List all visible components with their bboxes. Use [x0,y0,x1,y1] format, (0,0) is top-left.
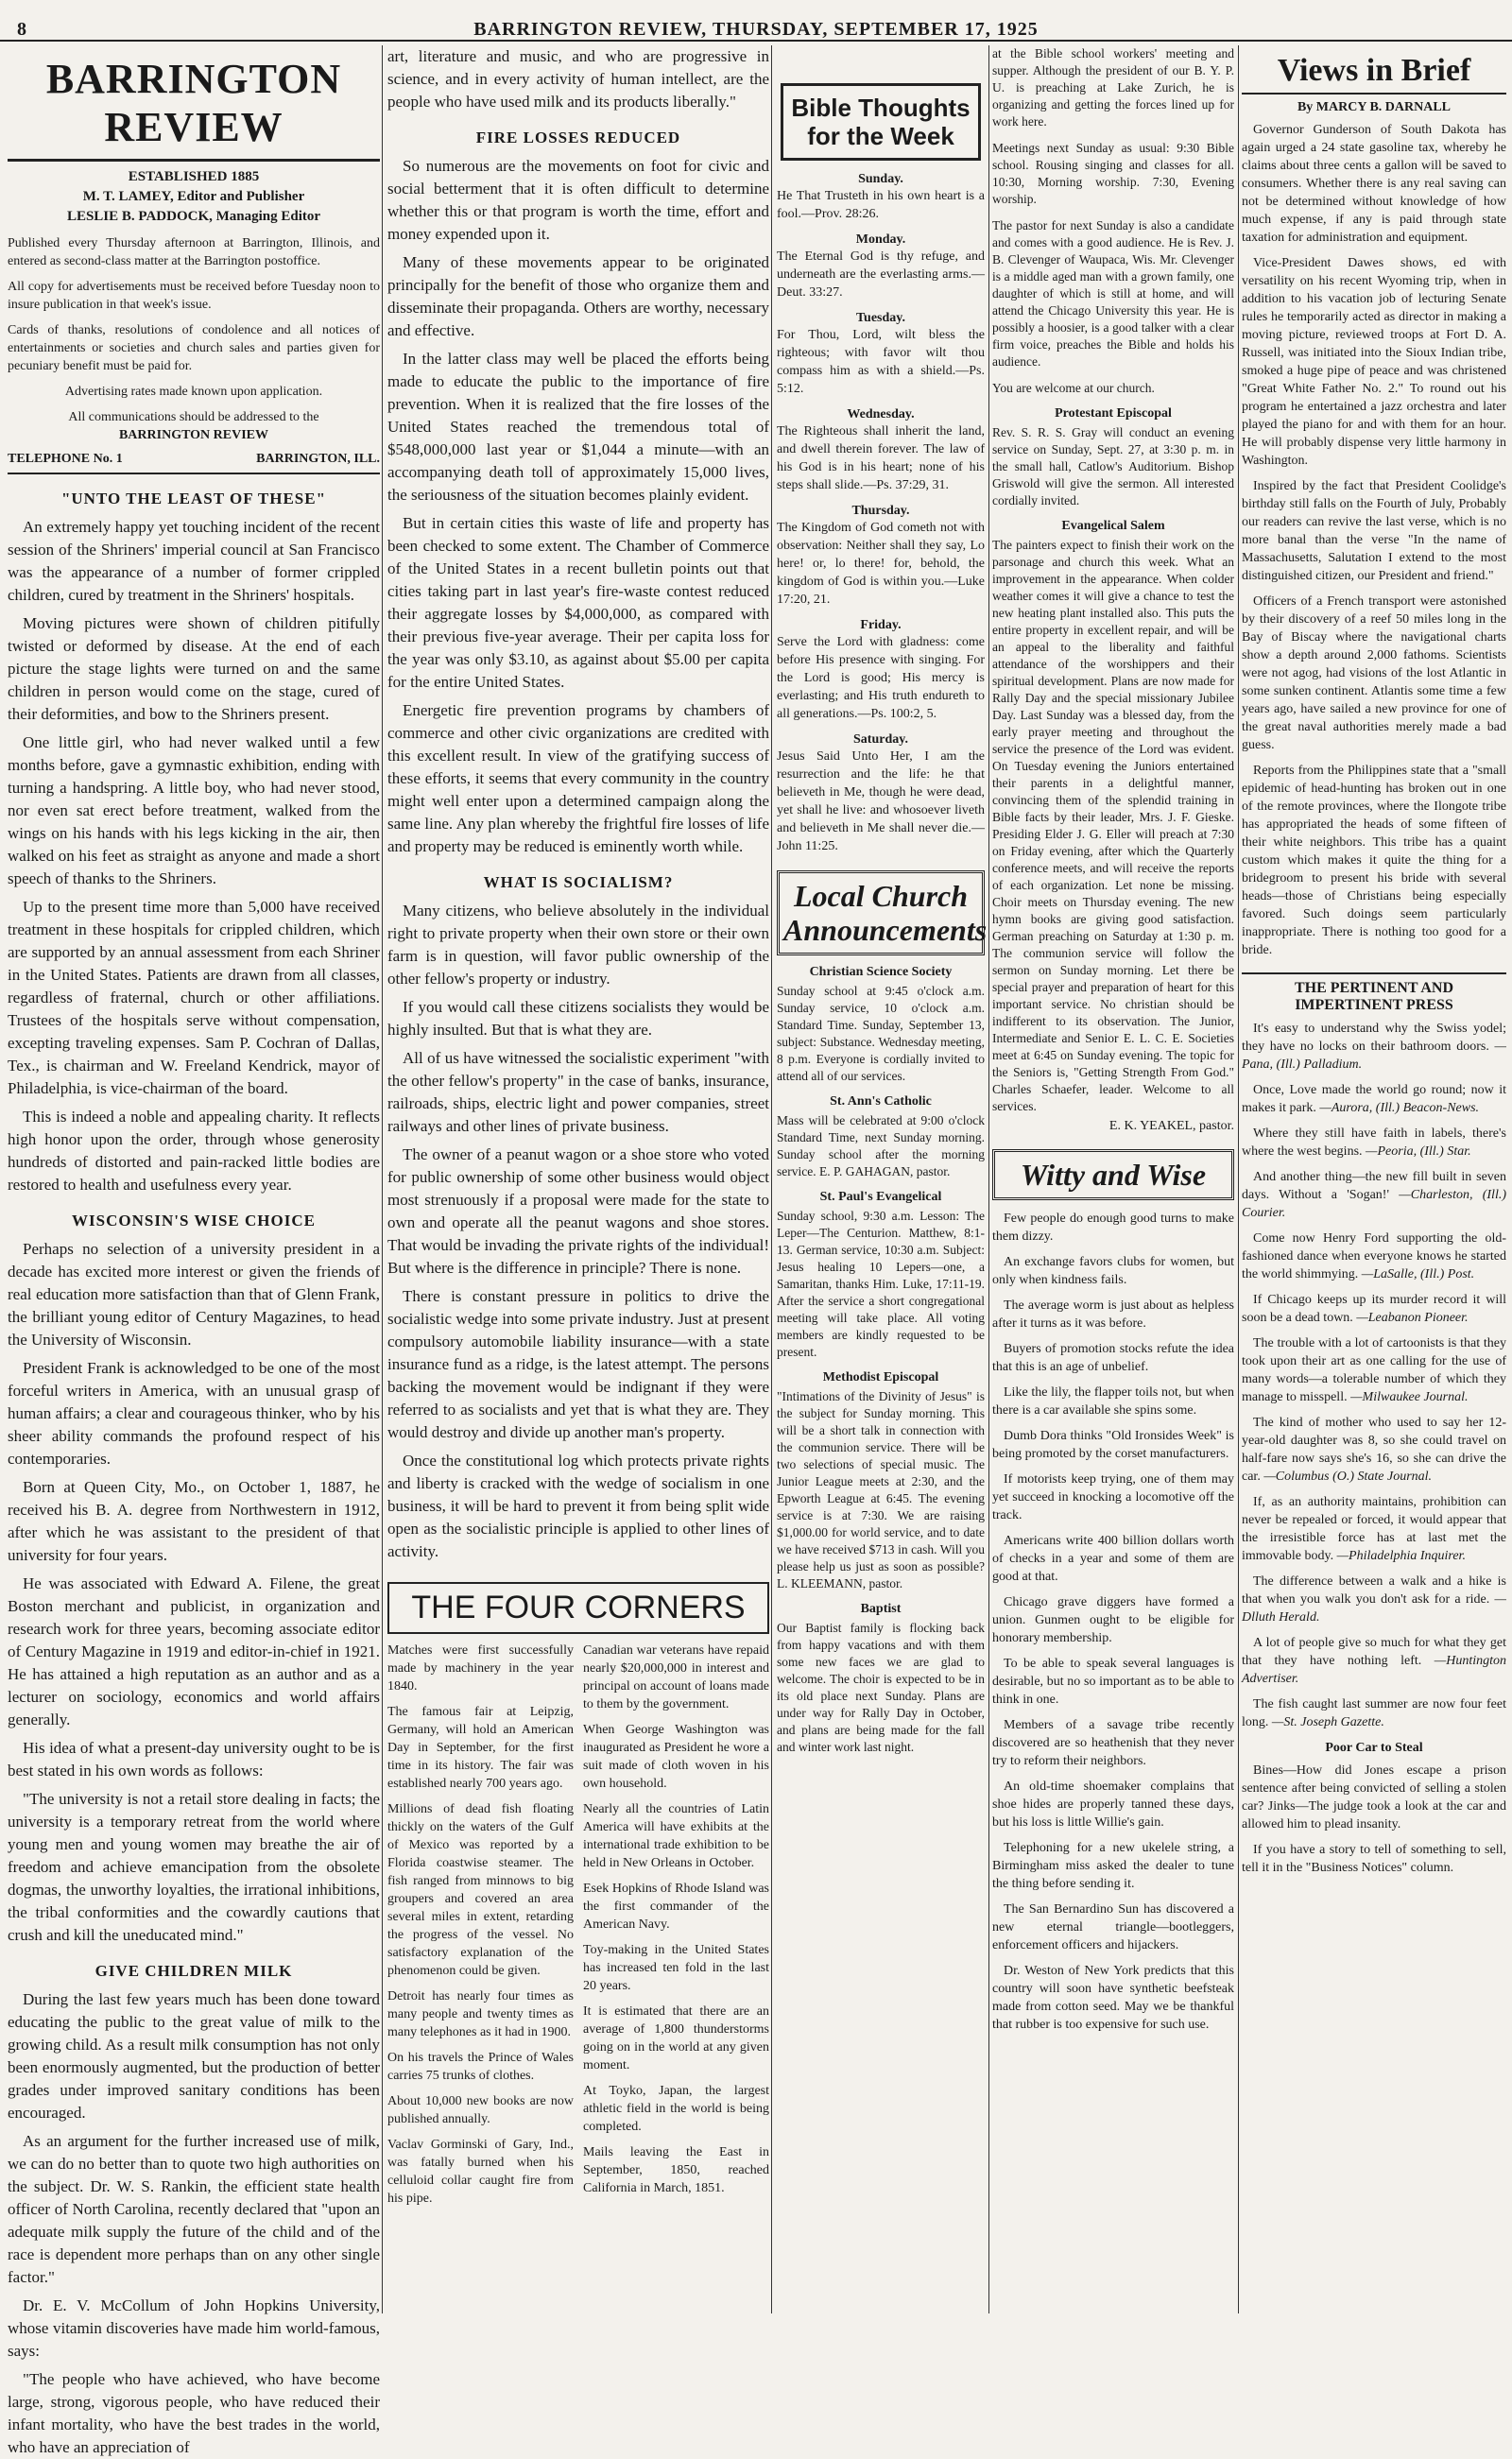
comment-text: If, as an authority maintains, prohibition can never be repealed or forced, it would appear that the irresistible force has at last met the immovable body. [1242,1495,1506,1563]
press-comment [1242,1125,1506,1161]
thought-verse: The Kingdom of God cometh not with observation: Neither shall they say, Lo here! or, lo there! for, behold, the kingdom of God is within you.—Luke 17:20, 21. [777,521,985,607]
church-text: You are welcome at our church. [992,381,1155,395]
brief-item: Inspired by the fact that President Coolidge's birthday still falls on the Fourth of July, Probably our readers can revive the last verse, which is no more banal than the verse "In the name of Massachusetts, Salutation I extend to the most distinguished citizen, our President and friend." [1242,479,1506,583]
witty-item: Telephoning for a new ukelele string, a Birmingham miss asked the dealer to tune the thing before sending it. [992,1841,1234,1891]
church-notice [992,380,1234,397]
fact-item: It is estimated that there are an average of 1,800 thunderstorms going on in the world at any given moment. [583,2004,769,2072]
bible-thought [777,504,985,609]
church-text: Sunday school, 9:30 a.m. Lesson: The Leper—The Centurion. Matthew, 8:1-13. German service, 10:30 a.m. Subject: Jesus healing 10 Lepers—one, a Samaritan, thanks Him. Luke, 17:11-19. After the service a short congregational meeting will take place. All voting members are kindly requested to be present. [777,1209,985,1359]
church-text: Mass will be celebrated at 9:00 o'clock Standard Time, next Sunday morning. Sunday school after the morning service. E. P. GAHAGAN, pastor. [777,1113,985,1178]
article-paragraph: He was associated with Edward A. Filene, the great Boston merchant and publicist, in organization and research work for three years, becoming associate editor of Century Magazine in 1919 and editor-in-chief in 1921. He has attained a high reputation as an author and as a lecturer on sociology, economics and world affairs generally. [8,1574,380,1728]
page-header [0,13,1512,42]
cards-notice: Cards of thanks, resolutions of condolence and all notices of entertainments or societies and church sales and parties given for pecuniary benefit must be paid for. [8,323,380,373]
church-notice [777,965,985,1085]
witty-item: Americans write 400 billion dollars worth of checks in a year and some of them are good at that. [992,1534,1234,1584]
church-notice [992,217,1234,370]
comment-source: —Huntington Advertiser. [1242,1654,1506,1686]
press-comment [1242,1334,1506,1406]
press-comment [1242,1493,1506,1565]
article-heading: FIRE LOSSES REDUCED [475,129,681,146]
column-rule [771,45,772,2313]
column-rule [1238,45,1239,2313]
comment-source: —Leabanon Pioneer. [1356,1311,1469,1325]
article-heading: "UNTO THE LEAST OF THESE" [60,490,327,507]
fact-item: Canadian war veterans have repaid nearly $20,000,000 in interest and principal on account of loans made to them by the government. [583,1643,769,1711]
telephone-line [8,452,380,474]
column-3 [777,45,988,2313]
thought-day: Saturday. [853,732,908,747]
church-name: St. Ann's Catholic [830,1094,932,1109]
press-comment [1242,1168,1506,1222]
article-paragraph: The owner of a peanut wagon or a shoe store who voted for public ownership of some other business would object most strenuously if a proposal were made for the state to own and operate all the peanut wagons and shoe stores. That would be invading the private rights of the individual! But where is the difference in principle? There is none. [387,1145,769,1277]
column-rule [988,45,989,2313]
witty-item: To be able to speak several languages is desirable, but no so important as to be able to think in one. [992,1657,1234,1707]
church-name: Evangelical Salem [1061,519,1165,533]
witty-item: Dumb Dora thinks "Old Ironsides Week" is being promoted by the corset manufacturers. [992,1429,1234,1461]
fact-item: The famous fair at Leipzig, Germany, will hold an American Day in September, for the first time in its history. The fair was established nearly 700 years ago. [387,1705,574,1791]
thought-day: Tuesday. [855,311,905,325]
article-paragraph: "The university is not a retail store dealing in facts; the university is a temporary retreat from the world where young men and young women may breathe the air of freedom and achieve emancipation from the obsolete dogmas, the unworthy loyalties, the irrational inhibitions, the tribal conformities and the cowardly cautions that crush and kill the uneducated mind." [8,1790,380,1944]
press-comment [1242,1414,1506,1486]
fact-item: At Toyko, Japan, the largest athletic field in the world is being completed. [583,2084,769,2134]
thought-verse: He That Trusteth in his own heart is a fool.—Prov. 28:26. [777,189,985,221]
press-comment [1242,1020,1506,1074]
church-text: The pastor for next Sunday is also a candidate and comes with a good audience. He is Rev. J. B. Clevenger of Waupaca, Wis. Mr. Clevenger is a middle aged man with a grown family, one daughter of which is still at home, and will attend the Chicago University this year. He is possibly a hoosier, is a good talker with a clear firm voice, preaches the Bible and holds his audience. [992,218,1234,369]
thought-day: Sunday. [858,172,903,186]
church-notice [992,45,1234,130]
bible-thoughts-title: Bible Thoughts for the Week [781,83,981,161]
article-paragraph: If you would call these citizens socialists they would be highly insulted. But that is what they are. [387,998,769,1039]
brief-item: Officers of a French transport were astonished by their discovery of a reef 50 miles long in the Bay of Biscay where the navigational charts show a depth around 2,000 fathoms. Scientists were not agog, had visions of the lost Atlantic in some sunken continent. Atlantis some time a few years ago, have sailed a new province for one of the great naval authorities merely made a bad guess. [1242,594,1506,752]
four-corners-grid [387,1642,769,2215]
church-text: The painters expect to finish their work on the parsonage and church this week. What an improvement in the appearance. When colder weather comes it will give a chance to test the new heating plant installed also. This puts the entire property in excellent repair, and will be an appeal to the liberality and faithful attendance of the worshippers and their spiritual development. Plans are now made for Rally Day and the special missionary Jubilee Day. Last Sunday was a blessed day, from the early prayer meeting and throughout the service the presence of the Lord was evident. On Tuesday evening the Juniors entertained their parents in a delightful manner, convincing them of the splendid training in Bible facts by their leader, Mrs. J. F. Gieske. Presiding Elder J. G. Eller will preach at 7:30 on Friday evening, after which the Quarterly conference meets, and will receive the reports of each organization. Let none be missing. Choir meets on Thursday evening. The new hymn books are giving good satisfaction. German preaching on Saturday at 1:30 p. m. The communion service will follow the sermon on Sunday morning. Let there be special prayer and preparation of heart for this important service. No christian should be indifferent to its observation. The Junior, Intermediate and Senior E. L. C. E. Societies meet at 6:45 on Sunday evening. The topic for the Seniors is, "Getting Strength From God." Charles Schaefer, leader. Welcome to all services. [992,538,1234,1113]
article-paragraph: Up to the present time more than 5,000 have received treatment in these hospitals for crippled children, which are supported by an annual assessment from each Shriner in the United States. Patients are drawn from all classes, regardless of fraternal, church or other affiliations. Trustees of the hospitals serve without compensation, excepting traveling expenses. Sam P. Cochran of Dallas, Tex., is chairman and W. Freeland Kendrick, mayor of Philadelphia, is vice-chairman of the board. [8,898,380,1097]
article-paragraph: As an argument for the further increased use of milk, we can do no better than to quote two high authorities on the subject. Dr. W. S. Rankin, the efficient state health officer of North Carolina, recently declared that "upon an adequate milk supply the future of the child and of the race is dependent more perhaps than on any other single factor." [8,2132,380,2286]
press-comment [1242,1634,1506,1688]
church-notice [777,1190,985,1361]
article-paragraph: But in certain cities this waste of life and property has been checked to some extent. The Chamber of Commerce of the United States in a recent bulletin points out that cities taking part in last year's fire-waste contest reduced their aggregate losses by $4,000,000, as compared with their previous five-year average. Their per capita loss for the year was only $3.10, as against about $5.00 per capita for the entire United States. [387,514,769,691]
running-head: BARRINGTON REVIEW, THURSDAY, SEPTEMBER 17, 1925 [473,19,1039,40]
church-notice [777,1094,985,1180]
witty-item: An old-time shoemaker complains that shoe hides are properly tanned these days, but his loss is little Willie's gain. [992,1780,1234,1830]
comment-text: The kind of mother who used to say her 12-year-old daughter was 8, so she could travel on half-fare now says she's 16, so she can drive the car. [1242,1416,1506,1484]
bible-thought [777,172,985,223]
comment-text: Once, Love made the world go round; now it makes it park. [1242,1083,1506,1115]
comment-text: Where they still have faith in labels, there's where the west begins. [1242,1126,1506,1159]
witty-item: If motorists keep trying, one of them may yet succeed in knocking a locomotive off the track. [992,1472,1234,1522]
page-number: 8 [17,19,26,40]
comment-text: If Chicago keeps up its murder record it will soon be a dead town. [1242,1293,1506,1325]
comment-text: The difference between a walk and a hike is that when you walk you don't ask for a ride. [1242,1574,1506,1607]
witty-item: The average worm is just about as helpless after it turns as it was before. [992,1298,1234,1331]
church-text: at the Bible school workers' meeting and supper. Although the president of our B. Y. P. U. is preaching at Lake Zurich, he is organizing and getting the forces lined up for work here. [992,46,1234,129]
article-paragraph: Moving pictures were shown of children pitifully twisted or deformed by disease. At the end of each picture the stage lights were turned on and the same children in person would come on the stage, cured of their deformities, and bow to the Shriners present. [8,614,380,723]
press-comment [1242,1695,1506,1731]
bible-thought [777,311,985,398]
fact-item: Matches were first successfully made by machinery in the year 1840. [387,1643,574,1694]
article-paragraph: All of us have witnessed the socialistic experiment "with the other fellow's property" in the case of banks, insurance, railroads, ships, electric light and power companies, street railways and other lines of private business. [387,1049,769,1135]
comment-source: —Pana, (Ill.) Palladium. [1242,1040,1506,1072]
poor-car-text: Bines—How did Jones escape a prison sentence after being convicted of selling a stolen car? Jinks—The judge took a look at the car and allowed him to plead insanity. [1242,1763,1506,1831]
press-comment [1242,1230,1506,1283]
bible-thought [777,407,985,494]
business-notice: If you have a story to tell of something to sell, tell it in the "Business Notices" column. [1242,1843,1506,1875]
witty-item: Members of a savage tribe recently discovered are so heathenish that they never try to reform their neighbors. [992,1718,1234,1768]
article-paragraph: In the latter class may well be placed the efforts being made to educate the public to the importance of fire prevention. When it is realized that the fire losses of the United States reached the tremendous total of $548,000,000 last year or $1,044 a minute—with an accompanying death toll of approximately 15,000 lives, the seriousness of the situation becomes plainly evident. [387,350,769,504]
column-2 [387,45,769,2313]
fact-item: Esek Hopkins of Rhode Island was the first commander of the American Navy. [583,1882,769,1932]
local-church-title: Local Church Announcements [777,870,985,955]
fact-item: Detroit has nearly four times as many people and twenty times as many telephones as it had in 1900. [387,1989,574,2039]
managing-editor-line: LESLIE B. PADDOCK, Managing Editor [66,209,321,224]
pertinent-press-title: THE PERTINENT AND IMPERTINENT PRESS [1242,972,1506,1014]
thought-verse: The Eternal God is thy refuge, and underneath are the everlasting arms.—Deut. 33:27. [777,249,985,300]
views-in-brief-title: Views in Brief [1242,45,1506,95]
article-heading: GIVE CHILDREN MILK [94,1962,293,1980]
article-paragraph: Energetic fire prevention programs by chambers of commerce and other civic organizations are credited with this excellent result. In view of the gratifying success of these efforts, it seems that every community in the country might well enter upon a determined campaign along the same line. Any plan whereby the frightful fire losses of life and property may be reduced is eminently worth while. [387,701,769,855]
thought-day: Monday. [855,232,906,247]
church-notice [777,1370,985,1592]
church-text: Meetings next Sunday as usual: 9:30 Bible school. Rousing singing and classes for all. 10:30, Morning worship. 7:30, Evening worship. [992,141,1234,206]
church-name: Baptist [860,1602,902,1616]
thought-day: Friday. [860,618,902,632]
fact-item: Vaclav Gorminski of Gary, Ind., was fatally burned when his celluloid collar caught fire from his pipe. [387,2138,574,2206]
comment-source: —Aurora, (Ill.) Beacon-News. [1319,1101,1480,1115]
four-corners-left [387,1642,574,2215]
article-paragraph: An extremely happy yet touching incident of the recent session of the Shriners' imperial council at San Francisco was the appearance of a number of former crippled children, cured by treatment in the Shriners' hospitals. [8,518,380,604]
fact-item: On his travels the Prince of Wales carries 75 trunks of clothes. [387,2051,574,2083]
comment-text: It's easy to understand why the Swiss yodel; they have no locks on their bathroom doors. [1242,1022,1506,1054]
comment-source: —LaSalle, (Ill.) Post. [1361,1267,1475,1281]
press-comment [1242,1081,1506,1117]
church-notice [992,406,1234,509]
thought-verse: Jesus Said Unto Her, I am the resurrection and the life: he that believeth in Me, though he were dead, yet shall he live: and whosoever liveth and believeth in Me shall never die.—John 11:25. [777,749,985,853]
comment-source: —Charleston, (Ill.) Courier. [1242,1188,1507,1220]
brief-item: Reports from the Philippines state that a "small epidemic of head-hunting has broken out in one of the remote provinces, where the Ilongote tribe has appropriated the heads of some fifteen of their white neighbors. This tribe has a quaint custom which makes it quite the thing for a bridegroom to present his bride with several heads—those of Christians being especially favored. Such doings seem particularly inappropriate. There is nothing too good for a bride. [1242,764,1506,957]
comment-text: And another thing—the new fill built in seven days. Without a 'Sogan!' [1242,1170,1506,1202]
witty-item: Dr. Weston of New York predicts that this country will soon have synthetic beefsteak made from cotton seed. May we be thankful that rubber is too expensive for such use. [992,1964,1234,2032]
comment-text: Come now Henry Ford supporting the old-fashioned dance when everyone knows he started the world shimmying. [1242,1231,1506,1281]
fact-item: Millions of dead fish floating thickly on the waters of the Gulf of Mexico was reported by a Florida coastwise steamer. The fish ranged from minnows to big groupers and covered an area several miles in extent, retarding the progress of the vessel. No satisfactory explanation of the phenomenon could be given. [387,1802,574,1978]
article-paragraph: During the last few years much has been done toward educating the public to the great value of milk to the growing child. As a result milk consumption has not only been enormously augmented, but the production of better grades under improved sanitary conditions has been encouraged. [8,1990,380,2122]
thought-day: Thursday. [851,504,910,518]
church-name: Methodist Episcopal [822,1370,939,1384]
article-paragraph: Dr. E. V. McCollum of John Hopkins University, whose vitamin discoveries have made him world-famous, says: [8,2296,380,2360]
comment-source: —St. Joseph Gazette. [1271,1715,1384,1729]
column-rule [382,45,383,2313]
comment-source: —Milwaukee Journal. [1350,1390,1469,1404]
witty-item: The San Bernardino Sun has discovered a new eternal triangle—bootleggers, enforcement officers and hijackers. [992,1902,1234,1952]
comment-text: The fish caught last summer are now four feet long. [1242,1697,1506,1729]
four-corners-title: THE FOUR CORNERS [387,1582,769,1634]
column-1 [8,45,380,2456]
article-heading: WHAT IS SOCIALISM? [483,873,674,891]
comment-source: —Columbus (O.) State Journal. [1263,1470,1433,1484]
comment-source: —Dlluth Herald. [1242,1592,1506,1625]
article-paragraph: President Frank is acknowledged to be one of the most forceful writers in America, with an unusual grasp of human affairs; a clear and courageous thinker, who by his sheer ability commands the profound respect of his contemporaries. [8,1359,380,1468]
bible-thought [777,732,985,855]
article-paragraph: Once the constitutional log which protects private rights and liberty is cracked with the wedge of socialism in one business, it will be hard to prevent it from being split wide open as the socialistic principle is applied to other lines of activity. [387,1452,769,1560]
article-heading: WISCONSIN'S WISE CHOICE [72,1212,316,1230]
church-text: Our Baptist family is flocking back from happy vacations and with them some new faces we are glad to welcome. The choir is expected to be in its old place next Sunday. Plans are under way for Rally Day in October, and plans are being made for the fall and winter work last night. [777,1621,985,1754]
masthead-meta [8,167,380,227]
thought-day: Wednesday. [847,407,915,421]
article-paragraph: There is constant pressure in politics to drive the socialistic wedge into some private industry. Just at present compulsory automobile liability insurance—with a state insurance fund as a ridge, is the latest attempt. The persons backing the movement would be indignant if they were referred to as socialists and yet that is what they are. They would destroy and divide up another man's property. [387,1287,769,1441]
column-5 [1242,45,1506,2313]
witty-item: Like the lily, the flapper toils not, but when there is a car available she spins some. [992,1385,1234,1418]
copy-notice: All copy for advertisements must be received before Tuesday noon to insure publication in that week's issue. [8,280,380,312]
church-notice [992,140,1234,208]
location: BARRINGTON, ILL. [256,452,380,466]
press-comment [1242,1291,1506,1327]
address-name: BARRINGTON REVIEW [118,428,269,442]
bible-thought [777,618,985,723]
comment-text: A lot of people give so much for what they get that they have nothing left. [1242,1636,1506,1668]
masthead-title: BARRINGTON REVIEW [8,45,380,162]
thought-verse: For Thou, Lord, wilt bless the righteous; with favor wilt thou compass him as with a shield.—Ps. 5:12. [777,328,985,396]
pastor-signature: E. K. YEAKEL, pastor. [1108,1119,1234,1133]
column-4 [992,45,1234,2313]
thought-verse: Serve the Lord with gladness: come before His presence with singing. For the Lord is good; His mercy is everlasting; and His truth endureth to all generations.—Ps. 100:2, 5. [777,635,985,721]
church-text: Sunday school at 9:45 o'clock a.m. Sunday service, 10 o'clock a.m. Standard Time. Sunday, September 13, subject: Substance. Wednesday meeting, 8 p.m. Everyone is cordially invited to attend all of our services. [777,984,985,1083]
press-comment [1242,1573,1506,1626]
witty-item: Buyers of promotion stocks refute the idea that this is an age of unbelief. [992,1342,1234,1374]
telephone: TELEPHONE No. 1 [8,452,123,466]
publication-notice: Published every Thursday afternoon at Barrington, Illinois, and entered as second-class matter at the Barrington postoffice. [8,236,380,268]
comment-source: —Peoria, (Ill.) Star. [1366,1144,1471,1159]
fact-item: About 10,000 new books are now published annually. [387,2094,574,2126]
witty-item: An exchange favors clubs for women, but only when kindness fails. [992,1255,1234,1287]
church-notice [992,519,1234,1134]
article-paragraph: art, literature and music, and who are progressive in science, and in every activity of human intellect, are the people who have used milk and its products liberally." [387,47,769,111]
article-paragraph: One little girl, who had never walked until a few months before, gave a gymnastic exhibition, ending with turning a handspring. A little boy, who had never stood, nor even sat erect before treatment, walked from the wings on his hands with his legs kicking in the air, then walked on his feet as straight as anyone and made a short speech of thanks to the Shriners. [8,733,380,887]
article-paragraph: His idea of what a present-day university ought to be is best stated in his own words as follows: [8,1739,380,1780]
article-paragraph: This is indeed a noble and appealing charity. It reflects high honor upon the order, through whose generosity hundreds of distorted and pain-racked little bodies are restored to health and usefulness every year. [8,1108,380,1194]
article-paragraph: Many of these movements appear to be originated principally for the benefit of those who organize them and disseminate their propaganda. Others are worthy, necessary and effective. [387,253,769,339]
poor-car-title: Poor Car to Steal [1325,1741,1423,1755]
fact-item: Toy-making in the United States has increased ten fold in the last 20 years. [583,1943,769,1993]
church-name: Christian Science Society [809,965,953,979]
church-text: Rev. S. R. S. Gray will conduct an evening service on Sunday, Sept. 27, at 3:30 p. m. in the small hall, Catlow's Auditorium. Bishop Griswold will give the sermon. All interested cordially invited. [992,425,1234,507]
editor-line: M. T. LAMEY, Editor and Publisher [82,189,305,204]
article-paragraph: "The people who have achieved, who have become large, strong, vigorous people, who have reduced their infant mortality, who have the best trades in the world, who have an appreciation of [8,2370,380,2456]
witty-item: Few people do enough good turns to make them dizzy. [992,1212,1234,1244]
fact-item: Nearly all the countries of Latin America will have exhibits at the international trade exhibition to be held in New Orleans in October. [583,1802,769,1870]
article-paragraph: So numerous are the movements on foot for civic and social betterment that it is often difficult to determine whether this or that program is worth the time, effort and money expended upon it. [387,157,769,243]
article-paragraph: Born at Queen City, Mo., on October 1, 1887, he received his B. A. degree from Northwestern in 1912, after which he was assistant to the president of that university for four years. [8,1478,380,1564]
byline: By MARCY B. DARNALL [1297,100,1452,114]
four-corners-right [583,1642,769,2215]
comment-text: The trouble with a lot of cartoonists is that they took upon their art as one calling for the use of many words—a tolerable number of which they manage to misspell. [1242,1336,1506,1404]
fact-item: Mails leaving the East in September, 1850, reached California in March, 1851. [583,2145,769,2195]
church-notice [777,1602,985,1756]
church-name: St. Paul's Evangelical [819,1190,942,1204]
brief-item: Vice-President Dawes shows, ed with versatility on his recent Wyoming trip, when in addition to his vacation job of lecturing Senate rules he temporarily acted as director in making a moving picture, reviewed troops at Fort D. A. Russell, was initiated into the Sioux Indian tribe, smoked a huge pipe of peace and was christened "Great White Father No. 2." To round out his program he entertained a jazz orchestra and later played the piano for and with them for an hour. He will probably dispense very little harmony in Washington. [1242,256,1506,468]
witty-and-wise-title: Witty and Wise [992,1149,1234,1200]
thought-verse: The Righteous shall inherit the land, and dwell therein forever. The law of his God is in his heart; none of his steps shall slide.—Ps. 37:29, 31. [777,424,985,492]
article-paragraph: Many citizens, who believe absolutely in the individual right to private property when their own store or their own farm is in question, will favor public ownership of the other fellow's property or industry. [387,902,769,988]
church-text: "Intimations of the Divinity of Jesus" is the subject for Sunday morning. This will be a short talk in connection with the communion service. There will be two selections of special music. The Junior League meets at 2:30, and the Epworth League at 6:45. The evening service is at 7:30. We are raising $1,000.00 for world service, and to date we have received $713 in cash. Will you please help us just as soon as possible? L. KLEEMANN, pastor. [777,1389,985,1591]
church-name: Protestant Episcopal [1055,406,1172,421]
address-line: All communications should be addressed to the [68,410,319,424]
comment-source: —Philadelphia Inquirer. [1336,1549,1466,1563]
bible-thought [777,232,985,301]
established-line: ESTABLISHED 1885 [128,169,260,184]
brief-item: Governor Gunderson of South Dakota has again urged a 24 state gasoline tax, whereby he claims about three cents a gallon will be saved to consumers. Whether there is any real saving can not be determined without knowledge of how much expense, if any is paid through state taxation for administration and equipment. [1242,123,1506,245]
fact-item: When George Washington was inaugurated as President he wore a suit made of cloth woven in his own household. [583,1723,769,1791]
article-paragraph: Perhaps no selection of a university president in a decade has excited more interest or given the friends of real education more satisfaction than that of Glenn Frank, the brilliant young editor of Century Magazines, to head the University of Wisconsin. [8,1240,380,1349]
witty-item: Chicago grave diggers have formed a union. Gunmen ought to be eligible for honorary membership. [992,1595,1234,1645]
rates-notice: Advertising rates made known upon application. [64,385,323,399]
